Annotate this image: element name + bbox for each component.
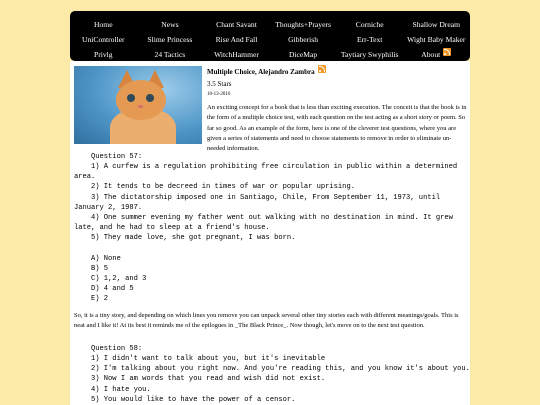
book-title: Multiple Choice, Alejandro Zambra	[207, 68, 315, 76]
book-rating: 3.5 Stars	[207, 80, 232, 88]
book-rss-icon[interactable]	[318, 65, 326, 73]
nav-link-thoughts-prayers[interactable]: Thoughts+Prayers	[275, 20, 331, 29]
nav-row-1	[70, 17, 470, 32]
nav-row-2	[70, 32, 470, 47]
question-58: Question 58: 1) I didn't want to talk about you, but it's inevitable 2) I'm talking about you right now. And you're reading this, and you know it's about you. 3) Now I am words that you read and wish did not exist. 4) I hate you. 5) You would like to have the power of a censor.	[91, 345, 470, 404]
nav-link-witchhammer[interactable]: WitchHammer	[214, 50, 259, 59]
nav-link-about-wrap	[403, 47, 470, 62]
nav-row-3	[70, 47, 470, 62]
nav-link-gibberish[interactable]: Gibberish	[288, 35, 319, 44]
commentary-paragraph: So, it is a tiny story, and depending on which lines you remove you can unpack several other tiny stories each with different meanings/goals. This is neat and I like it! At its best it reminds me of the epilogues in _The Black Prince_. Now though, let's move on to the next test question.	[74, 312, 459, 330]
top-navigation	[70, 11, 470, 61]
nav-link-rise-and-fall[interactable]: Rise And Fall	[215, 35, 258, 44]
nav-link-wight-baby-maker[interactable]: Wight Baby Maker	[407, 35, 466, 44]
kitten-right-eye	[146, 94, 154, 102]
rss-feed-icon[interactable]	[443, 48, 451, 56]
nav-link-taytiary-swyphilis[interactable]: Taytiary Swyphilis	[340, 50, 399, 59]
book-cover-image	[74, 66, 202, 144]
nav-link-about[interactable]: About	[421, 50, 441, 59]
question-57: Question 57: 1) A curfew is a regulation prohibiting free circulation in public within a determined area. 2) It tends to be decreed in times of war or popular uprising. 3) The dictatorship imposed one in Santiago, Chile, From September 11, 1973, until January 2, 1987. 4) One summer evening my father went out walking with no destination in mind. It grew late, and he had to sleep at a friend's house. 5) They made love, she got pregnant, I was born. A) None B) 5 C) 1,2, and 3 D) 4 and 5 E) 2	[74, 153, 458, 304]
nav-link-24-tactics[interactable]: 24 Tactics	[154, 50, 186, 59]
nav-link-home[interactable]: Home	[94, 20, 113, 29]
kitten-left-eye	[127, 94, 135, 102]
book-description: An exciting concept for a book that is less than exciting execution. The conceit is that the book is in the form of a multiple choice test, with each question on the test acting as a short story or poem. So far so good. As an example of the form, here is one of the cleverer test questions, where you are given a series of statements and need to choose statements to remove in order to eliminate un-needed information.	[207, 104, 467, 153]
nav-link-corniche[interactable]: Corniche	[355, 20, 384, 29]
nav-link-chant-savant[interactable]: Chant Savant	[216, 20, 257, 29]
nav-link-slime-princess[interactable]: Slime Princess	[147, 35, 193, 44]
nav-link-unicontroller[interactable]: UniController	[81, 35, 125, 44]
kitten-head	[116, 80, 166, 120]
nav-link-err-text[interactable]: Err-Text	[356, 35, 383, 44]
kitten-nose	[138, 105, 143, 108]
book-info	[207, 65, 467, 154]
nav-link-dicemap[interactable]: DiceMap	[288, 50, 318, 59]
book-date: 10-13-2016	[207, 92, 231, 97]
nav-link-privlg[interactable]: Privlg	[94, 50, 113, 59]
nav-link-shallow-dream[interactable]: Shallow Dream	[412, 20, 460, 29]
book-title-line	[207, 65, 467, 77]
main-content	[70, 61, 470, 405]
nav-link-news[interactable]: News	[161, 20, 179, 29]
